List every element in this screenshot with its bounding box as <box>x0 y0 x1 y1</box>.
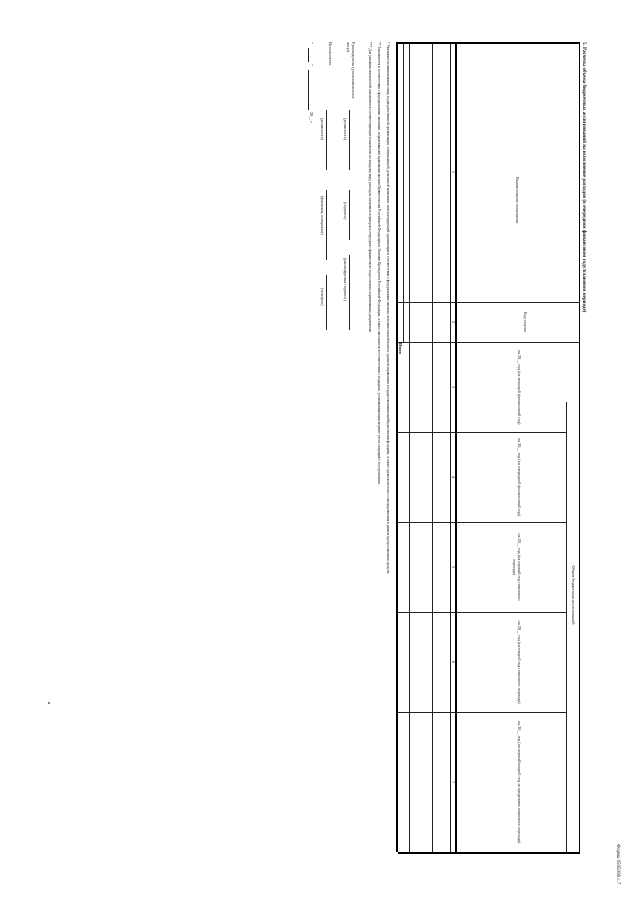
date-year: 20__ г. <box>309 112 314 124</box>
position-caption: (должность) <box>320 118 325 140</box>
group-header: Объем бюджетных ассигнований <box>571 565 576 625</box>
col-number: 3 <box>451 385 456 389</box>
col-name-header: Наименование показателя <box>515 176 520 224</box>
form-code: Форма 0505006 с.7 <box>615 844 620 885</box>
col-number: 6 <box>451 660 456 664</box>
date-quote-open: " <box>309 42 314 44</box>
footnote-2: ** Заполняется в соответствии с федеральными законами, нормативными правовыми актами Правительства Российской Федерации и Указами Президента Российской Федерации, а также заполняется в соответствии с порядком, устанавливающим ведение учета операций с поступлением. <box>377 42 381 485</box>
position-caption: (должность) <box>343 118 348 140</box>
col-code-header: Код строки <box>523 312 528 332</box>
section-title: 5. Расчеты объема бюджетных ассигнований на исполнение расходов (в очередном финансовом году/плановом периоде) <box>581 42 586 313</box>
col-number: 5 <box>451 565 456 569</box>
head-label: Руководитель (уполномоченное лицо) <box>346 42 356 99</box>
col-number: 1 <box>451 170 456 174</box>
footnote-1: * Указывается наименование лица, подведомственной организации, совершающей, ремонтной компании, эксплуатирующей организации в соответствии с федеральным законом, исполнительной власти, органов управления государственными внебюджетными фондами, а также органов местного самоуправления в рамках предоставления средств. <box>386 42 390 575</box>
signature-caption: (подпись) <box>343 202 348 220</box>
col-number: 2 <box>451 320 456 324</box>
total-label: Итого <box>398 343 403 355</box>
full-name-caption: (фамилия, инициалы) <box>320 196 325 235</box>
exec-label: Исполнитель <box>328 42 333 66</box>
scan-speck <box>48 702 50 704</box>
phone-caption: (телефон) <box>320 288 325 306</box>
date-quote-close: " <box>309 64 314 66</box>
col5-header: на 20__ год (на первый год планового периода) <box>512 533 522 601</box>
col-number: 4 <box>451 475 456 479</box>
col-number: 7 <box>451 780 456 784</box>
col4-header: на 20__ год (на очередной финансовый год) <box>517 438 522 516</box>
col7-header: на 20__ год (на первый/второй год за пределами планового периода) <box>517 721 522 843</box>
decoding-caption: (расшифровка подписи) <box>343 258 348 301</box>
col6-header: на 20__ год (на второй год планового периода) <box>517 620 522 704</box>
col3-header: на 20__ год (на текущий финансовый год) <box>517 349 522 425</box>
footnote-3: *** Для указания показателей заполняются соответствующие показатели по каждому виду расходов, плановых периодов и очередного финансового года согласно нормативным документам. <box>368 42 372 333</box>
